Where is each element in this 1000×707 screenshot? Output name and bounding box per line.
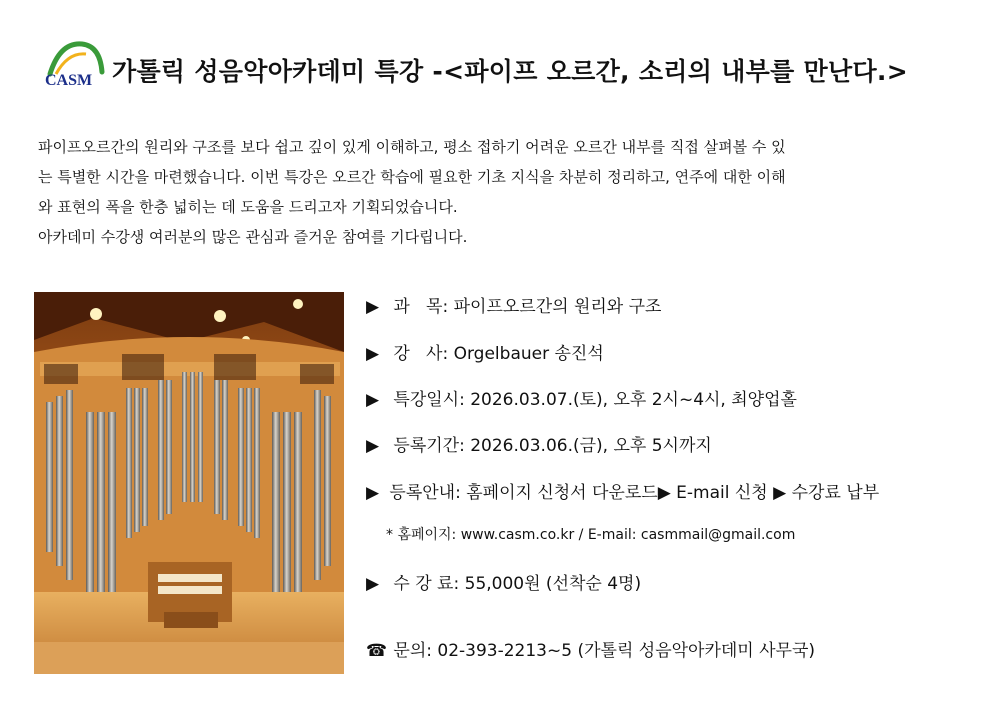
phone-icon: ☎ [366, 641, 388, 661]
intro-line: 파이프오르간의 원리와 구조를 보다 쉽고 깊이 있게 이해하고, 평소 접하기 어려운 오르간 내부를 직접 살펴볼 수 있 [38, 138, 786, 156]
fee-row [366, 569, 641, 594]
bullet-triangle: ▶ [366, 390, 380, 410]
guide-step-download: 홈페이지 신청서 다운로드 [466, 483, 658, 503]
date-value: 2026.03.07.(토), 오후 2시~4시, 최양업홀 [470, 390, 797, 410]
intro-line: 는 특별한 시간을 마련했습니다. 이번 특강은 오르간 학습에 필요한 기초 지식을 차분히 정리하고, 연주에 대한 이해 [38, 168, 786, 186]
date-row [366, 385, 797, 410]
period-label: 등록기간: [393, 436, 465, 456]
page-title: 가톨릭 성음악아카데미 특강 -<파이프 오르간, 소리의 내부를 만난다.> [112, 57, 908, 86]
logo-text: CASM [45, 72, 93, 89]
bullet-triangle: ▶ [657, 483, 671, 503]
contact-row [366, 636, 815, 661]
header [42, 38, 972, 98]
lecturer-row [366, 339, 604, 364]
guide-step-email: E-mail 신청 [676, 483, 768, 503]
subject-row [366, 292, 661, 317]
fee-value: 55,000원 (선착순 4명) [464, 574, 642, 594]
guide-row [366, 478, 879, 503]
contact-label: 문의: [393, 641, 432, 661]
intro-text [38, 132, 968, 252]
guide-label: 등록안내: [389, 483, 461, 503]
lecturer-label: 강 사: [393, 344, 449, 364]
period-row [366, 431, 712, 456]
pipe-organ-photo [34, 292, 344, 674]
intro-line: 와 표현의 폭을 한층 넓히는 데 도움을 드리고자 기획되었습니다. [38, 198, 458, 216]
subject-label: 과 목: [393, 297, 449, 317]
bullet-triangle: ▶ [366, 297, 380, 317]
bullet-triangle: ▶ [773, 483, 787, 503]
date-label: 특강일시: [393, 390, 465, 410]
contact-note: * 홈페이지: www.casm.co.kr / E-mail: casmmail@gmail.com [386, 527, 796, 543]
lecturer-value: Orgelbauer 송진석 [453, 344, 604, 364]
bullet-triangle: ▶ [366, 344, 380, 364]
casm-logo [42, 38, 106, 90]
guide-step-fee: 수강료 납부 [791, 483, 880, 503]
fee-label: 수 강 료: [393, 574, 460, 594]
subject-value: 파이프오르간의 원리와 구조 [453, 297, 662, 317]
bullet-triangle: ▶ [366, 436, 380, 456]
bullet-triangle: ▶ [366, 483, 380, 503]
bullet-triangle: ▶ [366, 574, 380, 594]
period-value: 2026.03.06.(금), 오후 5시까지 [470, 436, 712, 456]
intro-line: 아카데미 수강생 여러분의 많은 관심과 즐거운 참여를 기다립니다. [38, 228, 468, 246]
contact-value: 02-393-2213~5 (가톨릭 성음악아카데미 사무국) [437, 641, 816, 661]
